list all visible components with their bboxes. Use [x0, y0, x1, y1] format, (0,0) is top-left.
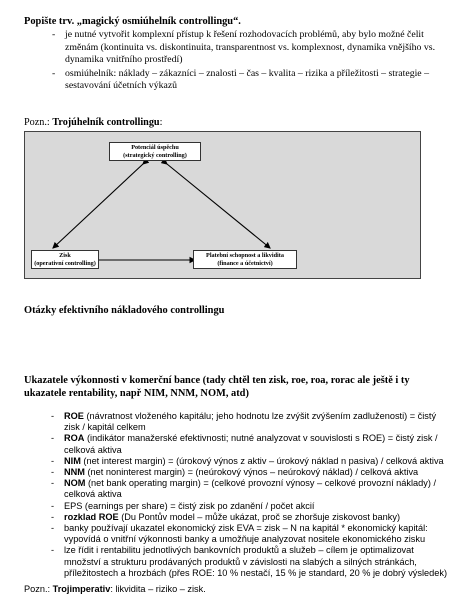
node-liquidity: Platební schopnost a likvidita (finance a účetnictví) — [193, 250, 297, 269]
section1-bullets — [52, 29, 450, 93]
list-item: - je nutné vytvořit komplexní přístup k řešení rozhodovacích problémů, aby bylo možné čelit změnám (kontinuita vs. diskontinuita, transparentnost vs. komplexnost, dynamika vnějšího vs. dynamika vnitřního prostředí) — [52, 29, 436, 66]
list-item: - banky používají ukazatel ekonomický zisk EVA = zisk – N na kapitál * ekonomický kapitál: vypovídá o vnitřní výkonnosti banky a umožňuje analyzovat nositele ekonomického zisku — [51, 523, 428, 545]
list-item: - NOM (net bank operating margin) = (celkové provozní výnosy – celkové provozní náklady) / celková aktiva — [51, 478, 437, 500]
arrow-top-left — [53, 164, 143, 248]
list-item: - EPS (earnings per share) = čistý zisk po zdanění / počet akcií — [51, 500, 315, 511]
node-potential-success: Potenciál úspěchu (strategický controlling) — [109, 142, 201, 161]
arrow-top-right — [167, 164, 270, 248]
list-item: - rozklad ROE (Du Pontův model – může ukázat, proč se zhoršuje ziskovost banky) — [51, 511, 401, 522]
section1-heading: Popište trv. „magický osmiúhelník controllingu“. — [24, 16, 241, 27]
node-profit: Zisk (operativní controlling) — [31, 250, 99, 269]
list-item: - ROE (návratnost vloženého kapitálu; jeho hodnotu lze zvýšit zvýšením zadluženosti) = čistý zisk / kapitál celkem — [51, 411, 437, 433]
list-item: - ROA (indikátor manažerské efektivnosti; nutné analyzovat v souvislosti s ROE) = čistý zisk / celková aktiva — [51, 433, 438, 455]
list-item: - osmiúhelník: náklady – zákazníci – znalosti – čas – kvalita – rizika a příležitosti – strategie – sestavování účetních výkazů — [52, 67, 430, 92]
list-item: - lze řídit i rentabilitu jednotlivých bankovních produktů a služeb – cílem je optimalizovat množství a strukturu prodávaných produktů v závislosti na slabých a silných stránkách, příležitostech a hrozbách (přes ROE: 10 % nestačí, 15 % je standard, 20 % je dobrý výsledek) — [51, 545, 448, 578]
controlling-triangle-diagram — [24, 131, 421, 279]
triangle-note: Pozn.: Trojúhelník controllingu: — [24, 117, 163, 128]
trojimperativ-note: Pozn.: Trojimperativ: likvidita – riziko – zisk. — [24, 584, 206, 594]
kpi-list — [51, 411, 449, 579]
section3-heading: Ukazatele výkonnosti v komerční bance (tady chtěl ten zisk, roe, roa, rorac ale ještě i ty ukazatele rentability, např NIM, NNM, NOM, atd) — [24, 375, 410, 399]
list-item: - NIM (net interest margin) = (úrokový výnos z aktiv – úrokový náklad n pasiva) / celková aktiva — [51, 455, 444, 466]
list-item: - NNM (net noninterest margin) = (neúrokový výnos – neúrokový náklad) / celková aktiva — [51, 467, 419, 478]
section2-heading: Otázky efektivního nákladového controllingu — [24, 305, 225, 316]
